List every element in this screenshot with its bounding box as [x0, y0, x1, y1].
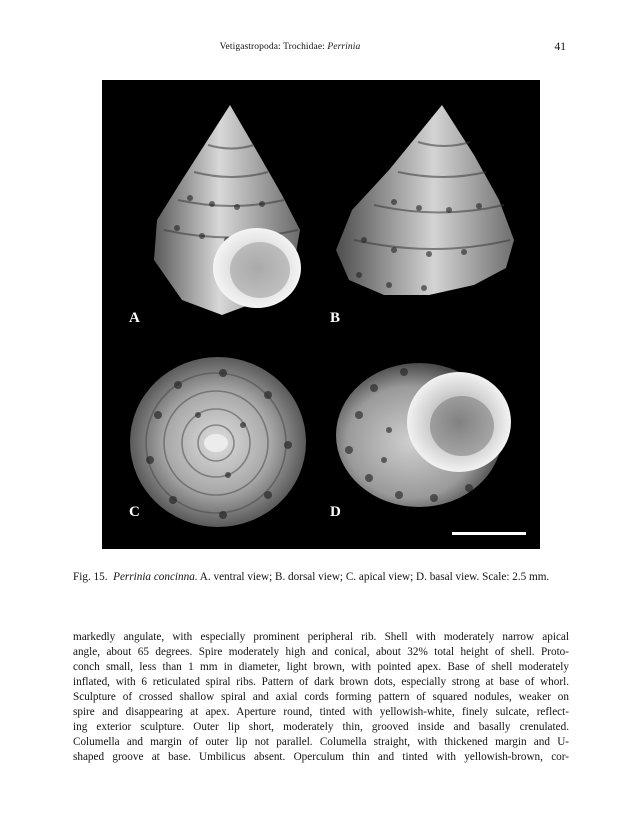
body-line: Sculpture of crossed shallow spiral and axial cords forming pattern of squared nodules, weaker on — [73, 691, 569, 703]
caption-fig-number: Fig. 15. — [73, 571, 108, 583]
running-title — [140, 42, 440, 52]
panel-label-b: B — [330, 310, 341, 326]
caption-species: Perrinia concinna. — [113, 571, 198, 583]
panel-label-a: A — [129, 310, 140, 326]
page-number: 41 — [554, 41, 566, 53]
body-line: ing exterior sculpture. Outer lip short, moderately thin, grooved inside and basally crenulated. — [73, 721, 569, 733]
running-head — [0, 42, 641, 58]
figure-caption — [73, 570, 568, 585]
shell-image-apical — [128, 355, 308, 530]
shell-image-basal — [334, 360, 519, 510]
panel-label-d: D — [330, 504, 341, 520]
body-text — [73, 630, 569, 765]
body-line: angle, about 65 degrees. Spire moderately high and conical, about 32% total height of shell. Proto- — [73, 646, 569, 658]
body-line: markedly angulate, with especially prominent peripheral rib. Shell with moderately narrow apical — [73, 631, 569, 643]
body-line: shaped groove at base. Umbilicus absent. Operculum thin and tinted with yellowish-brown, cor- — [73, 751, 569, 763]
panel-label-c: C — [129, 504, 140, 520]
body-line: Columella and margin of outer lip not parallel. Columella straight, with thickened margin and U- — [73, 736, 569, 748]
caption-text: A. ventral view; B. dorsal view; C. apical view; D. basal view. Scale: 2.5 mm. — [197, 571, 550, 583]
shell-image-dorsal — [334, 100, 514, 320]
body-line: inflated, with 6 reticulated spiral ribs. Pattern of dark brown dots, especially strong at base of whorl. — [73, 676, 569, 688]
body-line: spire and disappearing at apex. Aperture round, tinted with yellowish-white, finely sulcate, reflect- — [73, 706, 569, 718]
figure-plate — [102, 80, 540, 549]
running-title-genus: Perrinia — [327, 42, 361, 52]
scale-bar — [452, 532, 526, 535]
running-title-prefix: Vetigastropoda: Trochidae: — [219, 42, 328, 52]
body-line: conch small, less than 1 mm in diameter, light brown, with pointed apex. Base of shell moderately — [73, 661, 569, 673]
shell-image-ventral — [142, 100, 312, 325]
